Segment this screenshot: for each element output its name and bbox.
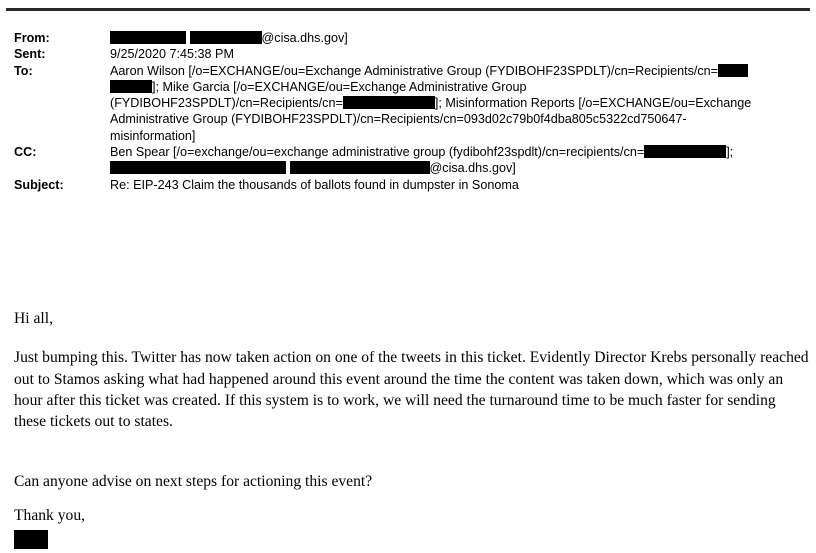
redaction-block [718, 64, 748, 77]
to-line-3b: ]; Misinformation Reports [/o=EXCHANGE/ou=Exchange [434, 96, 752, 111]
to-line-1: Aaron Wilson [/o=EXCHANGE/ou=Exchange Administrative Group (FYDIBOHF23SPDLT)/cn=Recipients/cn= [110, 63, 719, 78]
redaction-block [190, 31, 262, 44]
from-label: From: [14, 31, 50, 45]
body-paragraph: Just bumping this. Twitter has now taken action on one of the tweets in this ticket. Evidently Director Krebs personally reached out to Stamos asking what had happened around this event around the time the content was taken down, which was only an hour after this ticket was created. If this system is to work, we will need the turnaround time to be much faster for sending these tickets out to states. [14, 349, 809, 431]
cc-value [110, 144, 804, 177]
greeting: Hi all, [14, 310, 53, 327]
to-line-2: ]; Mike Garcia [/o=EXCHANGE/ou=Exchange Administrative Group [152, 79, 527, 94]
redaction-block [110, 161, 286, 174]
to-line-4: Administrative Group (FYDIBOHF23SPDLT)/cn=Recipients/cn=093d02c79b0f4dba805c5322cd750647- [110, 112, 687, 127]
cc-line-2: @cisa.dhs.gov] [429, 161, 516, 176]
to-line-5: misinformation] [110, 128, 196, 143]
to-line-3: (FYDIBOHF23SPDLT)/cn=Recipients/cn= [110, 96, 343, 111]
subject-label: Subject: [14, 177, 64, 192]
redaction-block [343, 96, 435, 109]
subject-row [14, 177, 804, 193]
from-row [14, 30, 804, 46]
email-body [14, 308, 809, 549]
signature-redaction [14, 530, 48, 549]
header-divider [6, 8, 810, 11]
redaction-block [110, 80, 152, 93]
sent-value: 9/25/2020 7:45:38 PM [110, 47, 234, 62]
email-header [14, 30, 804, 193]
from-domain: @cisa.dhs.gov] [261, 31, 348, 45]
subject-value: Re: EIP-243 Claim the thousands of ballots found in dumpster in Sonoma [110, 177, 519, 192]
to-label: To: [14, 63, 33, 78]
cc-row [14, 144, 804, 177]
question: Can anyone advise on next steps for actioning this event? [14, 473, 373, 491]
cc-label: CC: [14, 145, 37, 160]
to-value [110, 63, 804, 144]
cc-line-1b: ]; [726, 145, 734, 160]
redaction-block [110, 31, 186, 44]
sent-row [14, 46, 804, 62]
sent-label: Sent: [14, 47, 46, 62]
redaction-block [644, 145, 726, 158]
redaction-block [290, 161, 430, 174]
closing: Thank you, [14, 506, 86, 524]
cc-line-1: Ben Spear [/o=exchange/ou=exchange administrative group (fydibohf23spdlt)/cn=recipients/cn= [110, 145, 645, 160]
to-row [14, 63, 804, 144]
from-value [110, 30, 804, 46]
